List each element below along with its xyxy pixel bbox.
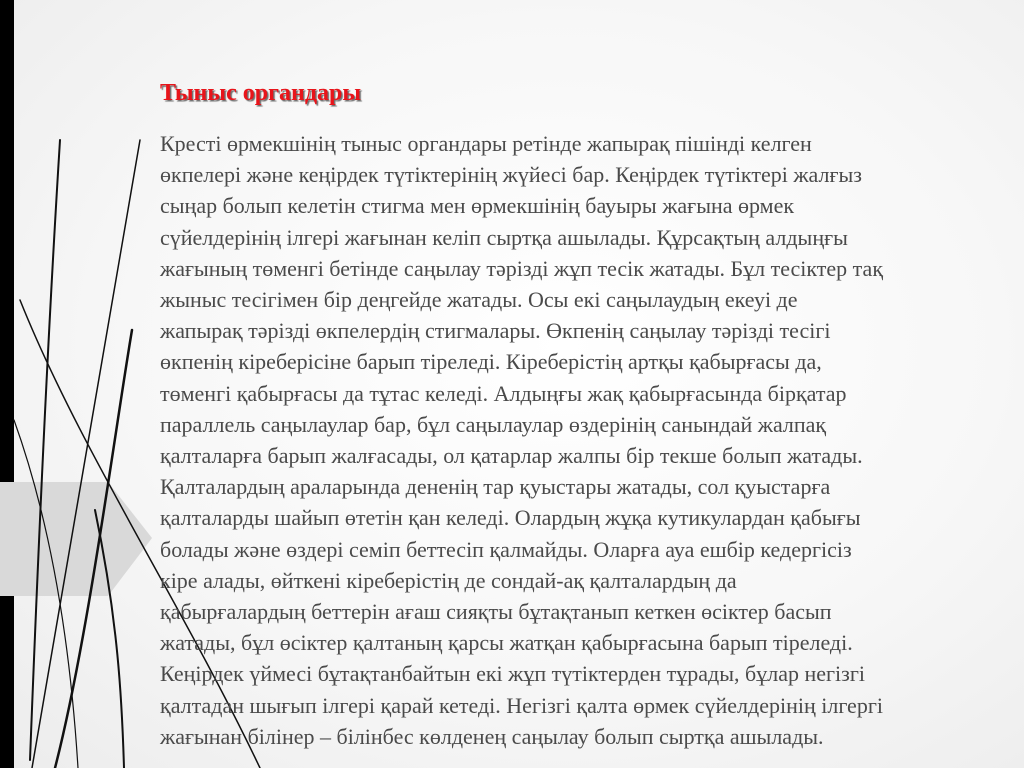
- body-text-line: өкпенің кіреберісіне барып тіреледі. Кіреберістің артқы қабырғасы да,: [160, 349, 822, 375]
- body-text-line: Қалталардың араларында дененің тар қуыстары жатады, сол қуыстарға: [160, 474, 831, 500]
- body-text-line: қабырғалардың беттерін ағаш сияқты бұтақтанып кеткен өсіктер басып: [160, 599, 832, 625]
- body-text-line: төменгі қабырғасы да тұтас келеді. Алдыңғы жақ қабырғасында бірқатар: [160, 380, 847, 406]
- body-text-line: жатады, бұл өсіктер қалтаның қарсы жатқан қабырғасына барып тіреледі.: [160, 630, 853, 656]
- curve-line: [32, 140, 140, 768]
- body-text-line: сыңар болып келетін стигма мен өрмекшінің бауыры жағына өрмек: [160, 193, 795, 219]
- body-text-line: болады және өздері семіп беттесіп қалмайды. Оларға ауа ешбір кедергісіз: [160, 536, 852, 562]
- body-text-line: Кресті өрмекшінің тыныс органдары ретінде жапырақ пішінді келген: [160, 131, 812, 156]
- body-text-line: жағынан білінер – білінбес көлденең саңылау болып сыртқа ашылады.: [160, 723, 824, 749]
- body-text: [160, 128, 985, 752]
- body-text-line: сүйелдерінің ілгері жағынан келіп сыртқа ашылады. Құрсақтың алдыңғы: [160, 224, 848, 250]
- body-text-line: кіре алады, өйткені кіреберістің де сондай-ақ қалталардың да: [160, 567, 737, 593]
- body-text-line: жапырақ тәрізді өкпелердің стигмалары. Өкпенің саңылау тәрізді тесігі: [160, 318, 831, 344]
- body-text-line: параллель саңылаулар бар, бұл саңылаулар өздерінің санындай жалпақ: [160, 411, 827, 437]
- body-text-line: қалталарға барып жалғасады, ол қатарлар жалпы бір текше болып жатады.: [160, 443, 863, 469]
- body-text-line: қалталарды шайып өтетін қан келеді. Олардың жұқа кутикулардан қабығы: [160, 505, 861, 531]
- body-text-line: Кеңірдек үймесі бұтақтанбайтын екі жұп түтіктерден тұрады, бұлар негізгі: [160, 661, 865, 687]
- body-text-line: өкпелері және кеңірдек түтіктерінің жүйесі бар. Кеңірдек түтіктері жалғыз: [160, 162, 862, 188]
- body-text-line: жыныс тесігімен бір деңгейде жатады. Осы екі саңылаудың екеуі де: [160, 287, 798, 313]
- arrow-banner-shape: [0, 482, 152, 596]
- body-text-line: қалтадан шығып ілгері қарай кетеді. Негізгі қалта өрмек сүйелдерінің ілгергі: [160, 692, 883, 718]
- body-text-line: жағының төменгі бетінде саңылау тәрізді жұп тесік жатады. Бұл тесіктер тақ: [160, 255, 884, 281]
- slide-title: Тыныс органдары: [160, 80, 362, 106]
- curve-line: [30, 140, 60, 760]
